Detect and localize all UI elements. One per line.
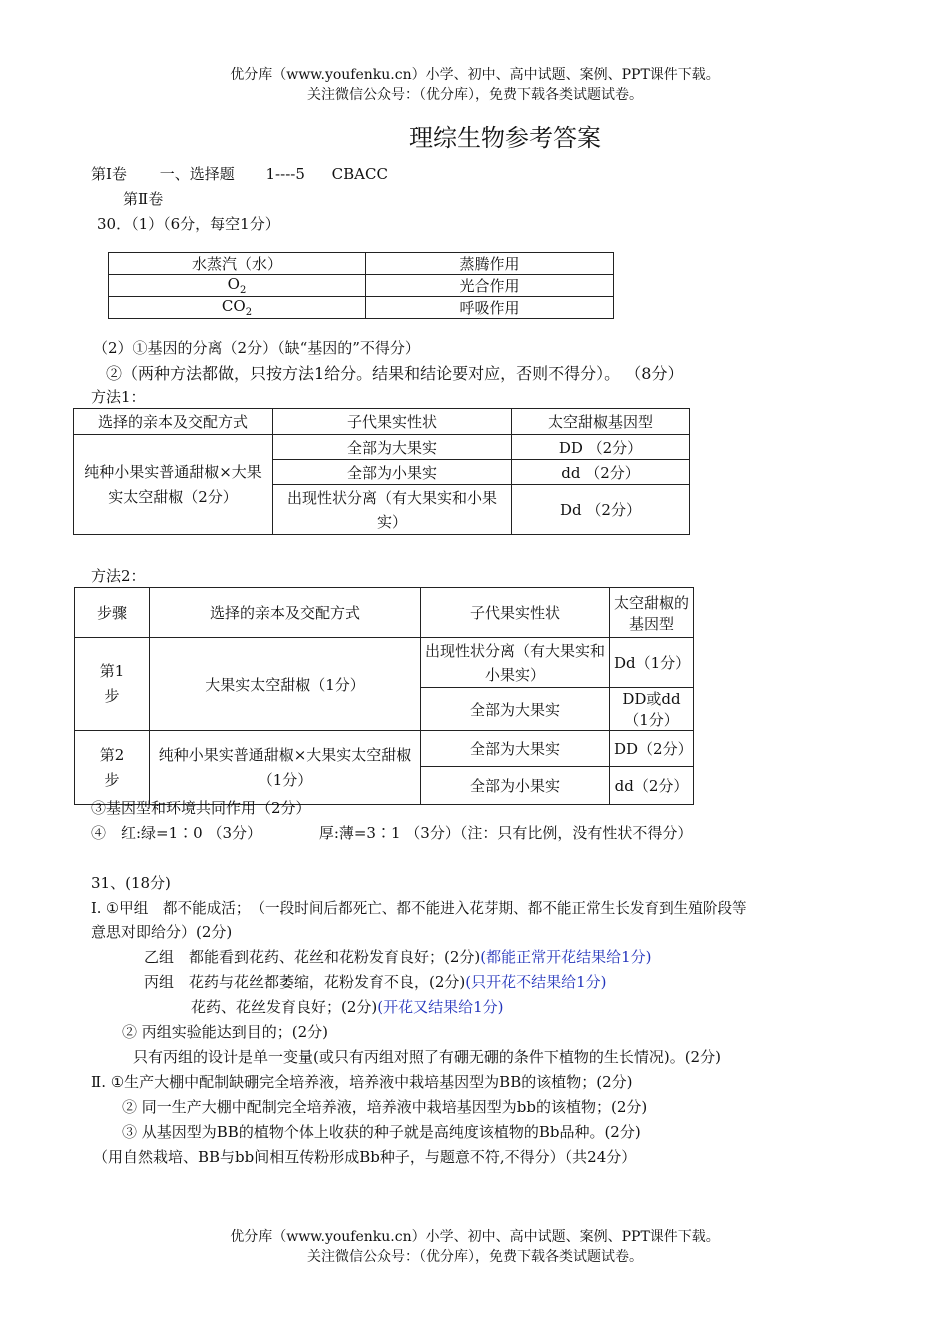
table-row — [109, 275, 614, 297]
formula-subscript: 2 — [245, 307, 253, 318]
table-cell: 全部为大果实 — [421, 731, 610, 767]
q30-line5-thickness: 厚:薄=3∶1 （3分）（注：只有比例，没有性状不得分） — [318, 824, 693, 842]
table-header: 子代果实性状 — [273, 409, 512, 435]
part1-line — [91, 163, 388, 184]
part1-section: 一、选择题 — [159, 165, 235, 183]
table-cell: 全部为小果实 — [273, 460, 512, 485]
q31-i2: ② 丙组实验能达到目的；(2分) — [122, 1023, 329, 1041]
table-cell: 水蒸汽（水） — [109, 253, 366, 275]
q31-bing1-note: (只开花不结果给1分) — [465, 973, 607, 991]
q30-table1 — [108, 252, 614, 319]
table-cell: Dd（1分） — [610, 638, 694, 688]
q31-ii3: ③ 从基因型为BB的植物个体上收获的种子就是高纯度该植物的Bb品种。(2分) — [122, 1123, 641, 1141]
q31-title: 31、(18分) — [91, 874, 171, 892]
part1-answers: CBACC — [331, 165, 388, 183]
q31-ii4: （用自然栽培、BB与bb间相互传粉形成Bb种子，与题意不符,不得分）（共24分） — [93, 1148, 637, 1166]
q31-ii2: ② 同一生产大棚中配制完全培养液，培养液中栽培基因型为bb的该植物；(2分) — [122, 1098, 648, 1116]
table-cell: 出现性状分离（有大果实和小果实） — [273, 485, 512, 535]
table-cell: 全部为小果实 — [421, 767, 610, 805]
table-cell: DD（2分） — [610, 731, 694, 767]
table-row — [75, 638, 694, 688]
footer-line-2: 关注微信公众号：（优分库），免费下载各类试题试卷。 — [307, 1249, 643, 1265]
page-title: 理综生物参考答案 — [409, 124, 601, 152]
table-cell: 第2步 — [75, 731, 150, 805]
table-row — [75, 731, 694, 767]
method2-table — [74, 587, 694, 805]
table-cell: 全部为大果实 — [421, 688, 610, 731]
method1-table — [73, 408, 690, 535]
table-header: 子代果实性状 — [421, 588, 610, 638]
table-cell: 蒸腾作用 — [366, 253, 614, 275]
table-row — [74, 409, 690, 435]
q31-i1b: 意思对即给分）(2分) — [91, 923, 233, 941]
q30-line4: ③基因型和环境共同作用（2分） — [91, 799, 311, 817]
table-cell: 全部为大果实 — [273, 435, 512, 460]
q31-bing2 — [191, 996, 504, 1017]
q30-line2: （2）①基因的分离（2分）（缺“基因的”不得分） — [93, 339, 420, 357]
table-cell — [109, 275, 366, 297]
table-cell: Dd （2分） — [512, 485, 690, 535]
method1-label: 方法1： — [91, 388, 146, 406]
table-cell: 光合作用 — [366, 275, 614, 297]
q31-yi-note: (都能正常开花结果给1分) — [480, 948, 652, 966]
q31-bing1 — [144, 971, 607, 992]
table-header: 太空甜椒的基因型 — [610, 588, 694, 638]
table-row — [109, 297, 614, 319]
q30-line5-color: ④ 红:绿=1∶0 （3分） — [91, 824, 263, 842]
q31-i1: Ⅰ. ①甲组 都不能成活； （一段时间后都死亡、都不能进入花芽期、都不能正常生长发育到生殖阶段等 — [91, 900, 747, 917]
header-line-2: 关注微信公众号：（优分库），免费下载各类试题试卷。 — [307, 87, 643, 103]
q31-yi-text: 乙组 都能看到花药、花丝和花粉发育良好；(2分) — [144, 948, 481, 966]
q31-bing2-note: (开花又结果给1分) — [377, 998, 504, 1016]
header-line-1: 优分库（www.youfenku.cn）小学、初中、高中试题、案例、PPT课件下载。 — [230, 67, 720, 83]
q31-i3: 只有丙组的设计是单一变量(或只有丙组对照了有硼无硼的条件下植物的生长情况)。(2分) — [133, 1048, 721, 1066]
formula-subscript: 2 — [239, 285, 247, 296]
table-header: 选择的亲本及交配方式 — [74, 409, 273, 435]
q30-line3: ②（两种方法都做，只按方法1给分。结果和结论要对应，否则不得分）。 （8分） — [106, 364, 684, 383]
table-cell: 第1步 — [75, 638, 150, 731]
q31-bing1-text: 丙组 花药与花丝都萎缩，花粉发育不良，(2分) — [144, 973, 466, 991]
q31-yi — [144, 946, 652, 967]
q31-ii1: Ⅱ. ①生产大棚中配制缺硼完全培养液，培养液中栽培基因型为BB的该植物；(2分) — [91, 1073, 633, 1091]
table-header: 步骤 — [75, 588, 150, 638]
formula-co2: CO — [221, 297, 246, 315]
table-cell: dd（2分） — [610, 767, 694, 805]
part2-label: 第Ⅱ卷 — [123, 190, 164, 208]
table-row — [74, 435, 690, 460]
q30-line1: 30．（1）（6分，每空1分） — [97, 215, 280, 233]
q31-bing2-text: 花药、花丝发育良好；(2分) — [191, 998, 378, 1016]
method2-label: 方法2： — [91, 567, 146, 585]
table-row — [75, 588, 694, 638]
footer-line-1: 优分库（www.youfenku.cn）小学、初中、高中试题、案例、PPT课件下载。 — [230, 1229, 720, 1245]
table-header: 选择的亲本及交配方式 — [150, 588, 421, 638]
part1-range: 1----5 — [265, 165, 305, 183]
formula-o2: O — [227, 275, 240, 293]
table-cell: DD或dd（1分） — [610, 688, 694, 731]
table-row — [109, 253, 614, 275]
q30-line5 — [91, 822, 692, 843]
table-cell: 出现性状分离（有大果实和小果实） — [421, 638, 610, 688]
table-cell: 纯种小果实普通甜椒×大果实太空甜椒（2分） — [74, 435, 273, 535]
table-cell: 纯种小果实普通甜椒×大果实太空甜椒（1分） — [150, 731, 421, 805]
part1-label: 第Ⅰ卷 — [91, 165, 127, 183]
table-cell — [109, 297, 366, 319]
table-cell: 呼吸作用 — [366, 297, 614, 319]
table-header: 太空甜椒基因型 — [512, 409, 690, 435]
table-cell: 大果实太空甜椒（1分） — [150, 638, 421, 731]
table-cell: DD （2分） — [512, 435, 690, 460]
table-cell: dd （2分） — [512, 460, 690, 485]
